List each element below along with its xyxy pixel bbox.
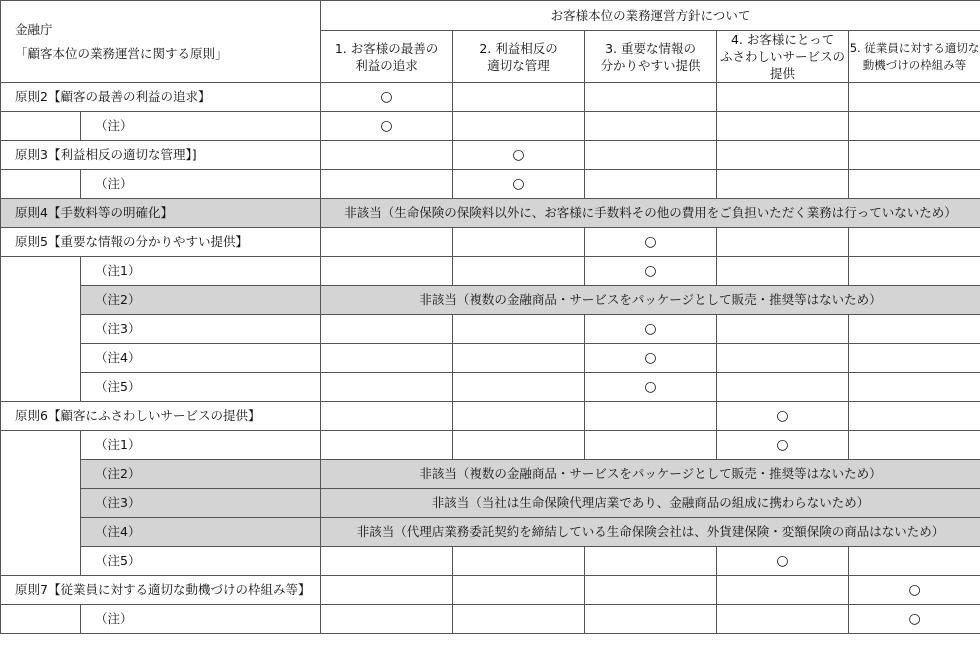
applies-mark: ○ — [717, 402, 849, 431]
header-row-group — [1, 1, 980, 31]
indent-cell — [1, 344, 81, 373]
empty-cell — [717, 576, 849, 605]
empty-cell — [321, 576, 453, 605]
corner-line-1: 金融庁 — [15, 21, 53, 37]
empty-cell — [321, 344, 453, 373]
policy-header-3: 3. 重要な情報の 分かりやすい提供 — [585, 31, 717, 83]
table-row — [1, 83, 980, 112]
applies-mark: ○ — [849, 605, 980, 634]
note-label: （注3） — [81, 489, 321, 518]
applies-mark: ○ — [321, 112, 453, 141]
applies-mark: ○ — [585, 344, 717, 373]
applies-mark: ○ — [585, 373, 717, 402]
policy-header-1: 1. お客様の最善の 利益の追求 — [321, 31, 453, 83]
note-label: （注） — [81, 605, 321, 634]
empty-cell — [453, 257, 585, 286]
not-applicable-note: 非該当（生命保険の保険料以外に、お客様に手数料その他の費用をご負担いただく業務は行っていないため） — [321, 199, 980, 228]
empty-cell — [321, 315, 453, 344]
corner-line-2: 「顧客本位の業務運営に関する原則」 — [15, 45, 228, 61]
principle-label: 原則7【従業員に対する適切な動機づけの枠組み等】 — [1, 576, 321, 605]
table-row — [1, 518, 980, 547]
empty-cell — [849, 170, 980, 199]
empty-cell — [453, 373, 585, 402]
empty-cell — [321, 605, 453, 634]
empty-cell — [849, 228, 980, 257]
note-label: （注3） — [81, 315, 321, 344]
applies-mark: ○ — [585, 228, 717, 257]
principle-label: 原則3【利益相反の適切な管理】] — [1, 141, 321, 170]
empty-cell — [321, 547, 453, 576]
empty-cell — [849, 257, 980, 286]
note-label: （注2） — [81, 460, 321, 489]
principle-label: 原則2【顧客の最善の利益の追求】 — [1, 83, 321, 112]
indent-cell — [1, 373, 81, 402]
empty-cell — [453, 315, 585, 344]
empty-cell — [453, 402, 585, 431]
table-row — [1, 112, 980, 141]
empty-cell — [717, 373, 849, 402]
table-row — [1, 228, 980, 257]
empty-cell — [453, 431, 585, 460]
empty-cell — [717, 315, 849, 344]
table-row — [1, 576, 980, 605]
note-label: （注） — [81, 170, 321, 199]
policy-header-5: 5. 従業員に対する適切な 動機づけの枠組み等 — [849, 31, 980, 83]
empty-cell — [849, 373, 980, 402]
applies-mark: ○ — [849, 576, 980, 605]
table-row — [1, 460, 980, 489]
note-label: （注2） — [81, 286, 321, 315]
not-applicable-note: 非該当（複数の金融商品・サービスをパッケージとして販売・推奨等はないため） — [321, 286, 980, 315]
empty-cell — [585, 112, 717, 141]
empty-cell — [849, 431, 980, 460]
applies-mark: ○ — [585, 257, 717, 286]
table-row — [1, 199, 980, 228]
empty-cell — [717, 228, 849, 257]
not-applicable-note: 非該当（代理店業務委託契約を締結している生命保険会社は、外貨建保険・変額保険の商品はないため） — [321, 518, 980, 547]
indent-cell — [1, 460, 81, 489]
empty-cell — [585, 431, 717, 460]
empty-cell — [585, 576, 717, 605]
indent-cell — [1, 605, 81, 634]
indent-cell — [1, 547, 81, 576]
indent-cell — [1, 315, 81, 344]
principle-label: 原則6【顧客にふさわしいサービスの提供】 — [1, 402, 321, 431]
table-row — [1, 257, 980, 286]
empty-cell — [585, 402, 717, 431]
empty-cell — [717, 170, 849, 199]
table-row — [1, 373, 980, 402]
principle-label: 原則4【手数料等の明確化】 — [1, 199, 321, 228]
empty-cell — [717, 112, 849, 141]
note-label: （注4） — [81, 344, 321, 373]
empty-cell — [717, 257, 849, 286]
table-row — [1, 170, 980, 199]
applies-mark: ○ — [321, 83, 453, 112]
empty-cell — [321, 257, 453, 286]
indent-cell — [1, 112, 81, 141]
applies-mark: ○ — [585, 315, 717, 344]
table-row — [1, 315, 980, 344]
table-row — [1, 402, 980, 431]
indent-cell — [1, 489, 81, 518]
table-row — [1, 605, 980, 634]
empty-cell — [453, 576, 585, 605]
empty-cell — [849, 112, 980, 141]
policy-header-2: 2. 利益相反の 適切な管理 — [453, 31, 585, 83]
applies-mark: ○ — [453, 170, 585, 199]
empty-cell — [453, 112, 585, 141]
empty-cell — [321, 141, 453, 170]
empty-cell — [849, 402, 980, 431]
applies-mark: ○ — [453, 141, 585, 170]
empty-cell — [321, 373, 453, 402]
empty-cell — [585, 83, 717, 112]
indent-cell — [1, 170, 81, 199]
empty-cell — [585, 141, 717, 170]
indent-cell — [1, 286, 81, 315]
empty-cell — [849, 547, 980, 576]
empty-cell — [453, 344, 585, 373]
table-row — [1, 431, 980, 460]
indent-cell — [1, 518, 81, 547]
empty-cell — [585, 605, 717, 634]
not-applicable-note: 非該当（当社は生命保険代理店業であり、金融商品の組成に携わらないため） — [321, 489, 980, 518]
empty-cell — [717, 141, 849, 170]
empty-cell — [849, 141, 980, 170]
policy-header-4: 4. お客様にとって ふさわしいサービスの提供 — [717, 31, 849, 83]
table-row — [1, 141, 980, 170]
not-applicable-note: 非該当（複数の金融商品・サービスをパッケージとして販売・推奨等はないため） — [321, 460, 980, 489]
table-row — [1, 547, 980, 576]
empty-cell — [849, 315, 980, 344]
table-row — [1, 344, 980, 373]
note-label: （注） — [81, 112, 321, 141]
table-row — [1, 286, 980, 315]
empty-cell — [321, 431, 453, 460]
fsa-principles-header — [1, 1, 321, 83]
note-label: （注5） — [81, 547, 321, 576]
table-body — [1, 83, 980, 634]
empty-cell — [321, 170, 453, 199]
empty-cell — [849, 83, 980, 112]
empty-cell — [453, 83, 585, 112]
empty-cell — [321, 402, 453, 431]
empty-cell — [453, 605, 585, 634]
note-label: （注1） — [81, 431, 321, 460]
note-label: （注4） — [81, 518, 321, 547]
indent-cell — [1, 431, 81, 460]
empty-cell — [453, 547, 585, 576]
empty-cell — [717, 605, 849, 634]
empty-cell — [849, 344, 980, 373]
empty-cell — [321, 228, 453, 257]
policy-group-title: お客様本位の業務運営方針について — [321, 1, 980, 31]
empty-cell — [717, 83, 849, 112]
empty-cell — [717, 344, 849, 373]
indent-cell — [1, 257, 81, 286]
empty-cell — [585, 170, 717, 199]
principle-label: 原則5【重要な情報の分かりやすい提供】 — [1, 228, 321, 257]
note-label: （注5） — [81, 373, 321, 402]
applies-mark: ○ — [717, 547, 849, 576]
empty-cell — [453, 228, 585, 257]
note-label: （注1） — [81, 257, 321, 286]
empty-cell — [585, 547, 717, 576]
table-row — [1, 489, 980, 518]
applies-mark: ○ — [717, 431, 849, 460]
